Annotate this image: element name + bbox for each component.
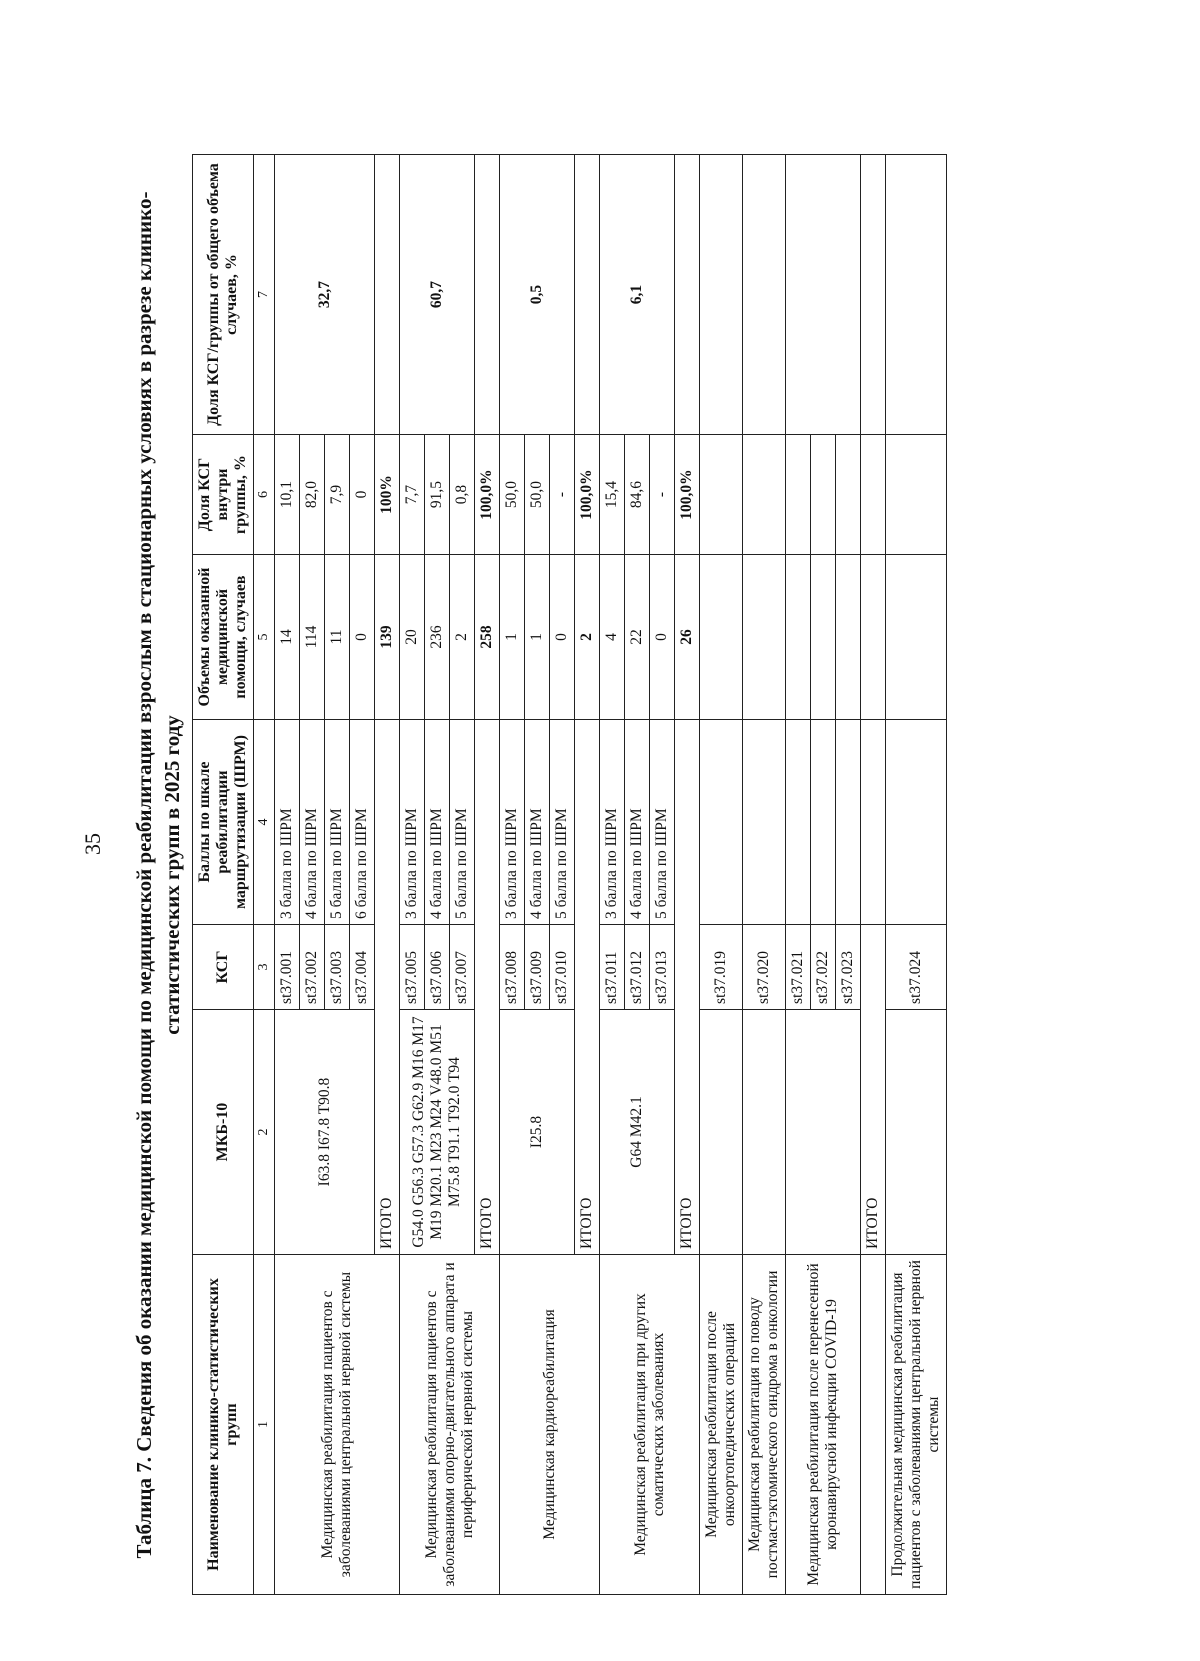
table-caption: Таблица 7. Сведения об оказании медицинской помощи по медицинской реабилитации взрослым в стационарных условиях в разрезе клинико-статистических групп в 2025 году	[132, 191, 184, 1559]
shrm-score: 3 балла по ШРМ	[400, 720, 425, 925]
group-share: 6,1	[600, 155, 675, 435]
ksg-code: st37.012	[625, 925, 650, 1010]
pct-within: 0	[350, 435, 375, 555]
table-row	[275, 155, 300, 1595]
table-row	[886, 155, 947, 1595]
empty-cell	[786, 435, 811, 555]
ksg-code: st37.023	[836, 925, 861, 1010]
group-name: Медицинская реабилитация пациентов с заболеваниями центральной нервной системы	[275, 1255, 400, 1595]
column-number: 2	[254, 1010, 275, 1255]
ksg-code: st37.008	[500, 925, 525, 1010]
total-label: ИТОГО	[861, 925, 886, 1255]
empty-cell	[886, 435, 947, 555]
empty-cell	[743, 155, 786, 435]
total-label: ИТОГО	[375, 720, 400, 1255]
group-share: 0,5	[500, 155, 575, 435]
empty-cell	[700, 155, 743, 435]
empty-cell	[836, 435, 861, 555]
volume: 11	[325, 555, 350, 720]
ksg-code: st37.006	[425, 925, 450, 1010]
pct-within: -	[650, 435, 675, 555]
header-group-name: Наименование клинико-статистических групп	[193, 1255, 254, 1595]
pct-within: 7,7	[400, 435, 425, 555]
ksg-code: st37.003	[325, 925, 350, 1010]
ksg-code: st37.010	[550, 925, 575, 1010]
empty-cell	[811, 555, 836, 720]
mkb-codes: I63.8 I67.8 T90.8	[275, 1010, 375, 1255]
group-name: Медицинская реабилитация пациентов с заболеваниями опорно-двигательного аппарата и периферической нервной системы	[400, 1255, 500, 1595]
empty-cell	[700, 720, 743, 925]
total-label: ИТОГО	[475, 720, 500, 1255]
group-share: 60,7	[400, 155, 475, 435]
pct-within: 10,1	[275, 435, 300, 555]
table-row	[786, 155, 811, 1595]
pct-within: -	[550, 435, 575, 555]
empty-cell	[861, 155, 886, 435]
group-name: Медицинская реабилитация после перенесенной коронавирусной инфекции COVID-19	[786, 1255, 861, 1595]
empty-cell	[786, 720, 811, 925]
rehabilitation-table	[192, 154, 947, 1595]
ksg-code: st37.009	[525, 925, 550, 1010]
empty-cell	[861, 720, 886, 925]
page-number: 35	[80, 833, 105, 855]
empty-cell	[861, 435, 886, 555]
group-name: Продолжительная медицинская реабилитация пациентов с заболеваниями центральной нервной системы	[886, 1255, 947, 1595]
ksg-code: st37.007	[450, 925, 475, 1010]
shrm-score: 3 балла по ШРМ	[600, 720, 625, 925]
volume: 1	[525, 555, 550, 720]
shrm-score: 4 балла по ШРМ	[625, 720, 650, 925]
empty-cell	[575, 155, 600, 435]
volume: 0	[650, 555, 675, 720]
empty-cell	[861, 1255, 886, 1595]
shrm-score: 3 балла по ШРМ	[275, 720, 300, 925]
table-row	[600, 155, 625, 1595]
shrm-score: 4 балла по ШРМ	[525, 720, 550, 925]
volume: 20	[400, 555, 425, 720]
column-number: 6	[254, 435, 275, 555]
group-name: Медицинская реабилитация при других соматических заболеваниях	[600, 1255, 700, 1595]
empty-cell	[700, 435, 743, 555]
volume: 114	[300, 555, 325, 720]
volume: 236	[425, 555, 450, 720]
volume: 0	[350, 555, 375, 720]
empty-cell	[886, 555, 947, 720]
total-pct: 100%	[375, 435, 400, 555]
empty-cell	[743, 720, 786, 925]
volume: 22	[625, 555, 650, 720]
column-number: 7	[254, 155, 275, 435]
header-volume: Объемы оказанной медицинской помощи, случаев	[193, 555, 254, 720]
shrm-score: 5 балла по ШРМ	[450, 720, 475, 925]
volume: 2	[450, 555, 475, 720]
total-row	[861, 155, 886, 1595]
total-volume: 258	[475, 555, 500, 720]
total-volume: 2	[575, 555, 600, 720]
total-volume: 26	[675, 555, 700, 720]
empty-cell	[836, 720, 861, 925]
volume: 4	[600, 555, 625, 720]
mkb-codes: G64 M42.1	[600, 1010, 675, 1255]
volume: 14	[275, 555, 300, 720]
total-label: ИТОГО	[675, 720, 700, 1255]
total-pct: 100,0%	[475, 435, 500, 555]
group-share: 32,7	[275, 155, 375, 435]
header-ksg: КСГ	[193, 925, 254, 1010]
table-row	[400, 155, 425, 1595]
pct-within: 91,5	[425, 435, 450, 555]
empty-cell	[700, 1010, 743, 1255]
empty-cell	[475, 155, 500, 435]
shrm-score: 4 балла по ШРМ	[300, 720, 325, 925]
column-number: 3	[254, 925, 275, 1010]
rotated-page-content	[130, 155, 1040, 1595]
ksg-code: st37.004	[350, 925, 375, 1010]
pct-within: 84,6	[625, 435, 650, 555]
pct-within: 7,9	[325, 435, 350, 555]
pct-within: 50,0	[525, 435, 550, 555]
column-number-row	[254, 155, 275, 1595]
shrm-score: 4 балла по ШРМ	[425, 720, 450, 925]
volume: 1	[500, 555, 525, 720]
group-name: Медицинская реабилитация после онкоортопедических операций	[700, 1255, 743, 1595]
ksg-code: st37.002	[300, 925, 325, 1010]
header-mkb: МКБ-10	[193, 1010, 254, 1255]
total-pct: 100,0%	[575, 435, 600, 555]
header-shrm: Баллы по шкале реабилитации маршрутизации (ШРМ)	[193, 720, 254, 925]
ksg-code: st37.024	[886, 925, 947, 1010]
shrm-score: 6 балла по ШРМ	[350, 720, 375, 925]
group-name: Медицинская кардиореабилитация	[500, 1255, 600, 1595]
group-name: Медицинская реабилитация по поводу постмастэктомического синдрома в онкологии	[743, 1255, 786, 1595]
header-row	[193, 155, 254, 1595]
empty-cell	[700, 555, 743, 720]
empty-cell	[886, 1010, 947, 1255]
pct-within: 50,0	[500, 435, 525, 555]
empty-cell	[861, 555, 886, 720]
ksg-code: st37.019	[700, 925, 743, 1010]
empty-cell	[811, 720, 836, 925]
column-number: 1	[254, 1255, 275, 1595]
total-volume: 139	[375, 555, 400, 720]
header-pct-total: Доля КСГ/группы от общего объема случаев, %	[193, 155, 254, 435]
table-row	[743, 155, 786, 1595]
empty-cell	[836, 555, 861, 720]
shrm-score: 5 балла по ШРМ	[650, 720, 675, 925]
shrm-score: 3 балла по ШРМ	[500, 720, 525, 925]
shrm-score: 5 балла по ШРМ	[550, 720, 575, 925]
empty-cell	[786, 1010, 861, 1255]
empty-cell	[743, 435, 786, 555]
pct-within: 82,0	[300, 435, 325, 555]
pct-within: 15,4	[600, 435, 625, 555]
mkb-codes: I25.8	[500, 1010, 575, 1255]
shrm-score: 5 балла по ШРМ	[325, 720, 350, 925]
mkb-codes: G54.0 G56.3 G57.3 G62.9 M16 M17 M19 M20.1 M23 M24 V48.0 M51 M75.8 T91.1 T92.0 T94	[400, 1010, 475, 1255]
empty-cell	[886, 720, 947, 925]
header-pct-within: Доля КСГ внутри группы, %	[193, 435, 254, 555]
ksg-code: st37.021	[786, 925, 811, 1010]
pct-within: 0,8	[450, 435, 475, 555]
empty-cell	[786, 555, 811, 720]
ksg-code: st37.020	[743, 925, 786, 1010]
total-label: ИТОГО	[575, 720, 600, 1255]
empty-cell	[675, 155, 700, 435]
column-number: 5	[254, 555, 275, 720]
column-number: 4	[254, 720, 275, 925]
empty-cell	[375, 155, 400, 435]
table-row	[500, 155, 525, 1595]
ksg-code: st37.022	[811, 925, 836, 1010]
table-row	[700, 155, 743, 1595]
total-pct: 100,0%	[675, 435, 700, 555]
volume: 0	[550, 555, 575, 720]
empty-cell	[743, 555, 786, 720]
empty-cell	[786, 155, 861, 435]
ksg-code: st37.005	[400, 925, 425, 1010]
ksg-code: st37.011	[600, 925, 625, 1010]
empty-cell	[886, 155, 947, 435]
empty-cell	[743, 1010, 786, 1255]
ksg-code: st37.013	[650, 925, 675, 1010]
empty-cell	[811, 435, 836, 555]
ksg-code: st37.001	[275, 925, 300, 1010]
